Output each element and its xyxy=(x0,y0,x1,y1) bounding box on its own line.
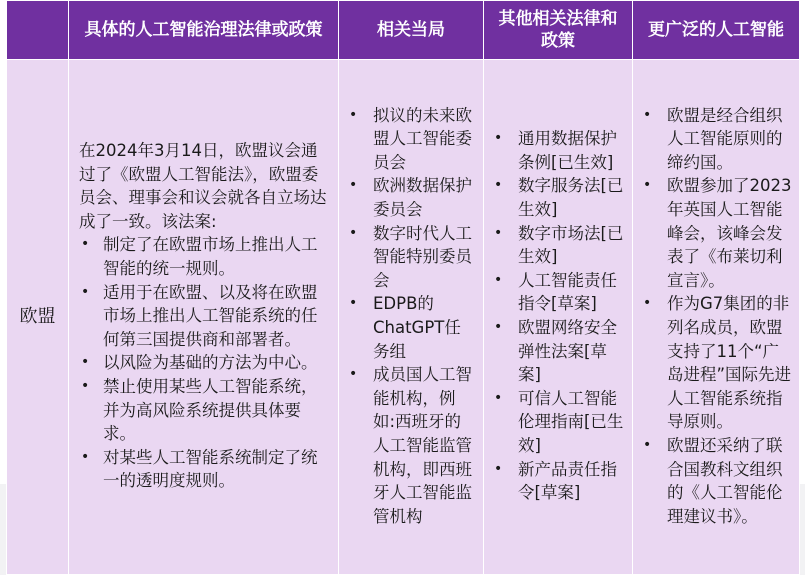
list-item: • 数字时代人工智能特别委员会 xyxy=(349,223,472,290)
eu-ai-act-intro: 在2024年3月14日，欧盟议会通过了《欧盟人工智能法》，欧盟委员会、理事会和议会就各自立场达成了一致。该法案: xyxy=(79,141,327,231)
list-item: • 数字服务法[已生效] xyxy=(494,176,624,220)
bullet-icon: • xyxy=(643,436,652,453)
bullet-icon: • xyxy=(81,377,90,394)
header-row xyxy=(7,1,800,60)
list-item: • 作为G7集团的非列名成员，欧盟支持了11个“广岛进程”国际先进人工智能系统指导原则。 xyxy=(643,294,792,432)
list-item: • 欧盟网络安全弹性法案[草案] xyxy=(494,318,617,385)
broader-ai-cell xyxy=(633,60,800,575)
other-laws-cell xyxy=(484,60,633,575)
list-item: • 禁止使用某些人工智能系统，并为高风险系统提供具体要求。 xyxy=(81,376,318,444)
broader-ai-list xyxy=(641,104,793,529)
list-item: • 数字市场法[已生效] xyxy=(494,223,624,267)
table-row xyxy=(7,60,800,575)
list-item: • 欧盟是经合组织人工智能原则的缔约国。 xyxy=(643,105,783,172)
bullet-icon: • xyxy=(643,295,652,312)
bullet-icon: • xyxy=(349,224,358,241)
list-item: • 以风险为基础的方法为中心。 xyxy=(79,351,330,375)
eu-ai-act-list xyxy=(79,233,330,493)
bullet-icon: • xyxy=(349,295,358,312)
header-authorities: 相关当局 xyxy=(339,1,484,60)
header-region xyxy=(7,1,69,60)
bullet-icon: • xyxy=(81,283,90,300)
bullet-icon: • xyxy=(494,460,503,477)
list-item: • 欧洲数据保护委员会 xyxy=(349,176,472,220)
authorities-list xyxy=(347,104,477,529)
bullet-icon: • xyxy=(81,236,90,253)
header-other-laws: 其他相关法律和政策 xyxy=(484,1,633,60)
list-item: • 欧盟还采纳了联合国教科文组织的《人工智能伦理建议书》。 xyxy=(643,435,783,526)
header-broader-ai: 更广泛的人工智能 xyxy=(633,1,800,60)
list-item: • 新产品责任指令[草案] xyxy=(494,459,617,503)
list-item: • 成员国人工智能机构，例如:西班牙的人工智能监管机构，即西班牙人工智能监管机构 xyxy=(349,365,472,526)
ai-policy-table xyxy=(6,0,800,575)
region-cell: 欧盟 xyxy=(7,60,69,575)
list-item: • 人工智能责任指令[草案] xyxy=(494,270,617,314)
specific-laws-cell xyxy=(69,60,339,575)
bullet-icon: • xyxy=(643,106,652,123)
bullet-icon: • xyxy=(349,177,358,194)
list-item: • 制定了在欧盟市场上推出人工智能的统一规则。 xyxy=(81,235,318,279)
bullet-icon: • xyxy=(494,224,503,241)
list-item: • 通用数据保护条例[已生效] xyxy=(494,129,617,172)
bullet-icon: • xyxy=(81,448,90,465)
other-laws-list xyxy=(492,127,626,505)
bullet-icon: • xyxy=(81,354,90,371)
bullet-icon: • xyxy=(494,177,503,194)
header-specific-laws: 具体的人工智能治理法律或政策 xyxy=(69,1,339,60)
bullet-icon: • xyxy=(643,177,652,194)
bullet-icon: • xyxy=(494,319,503,335)
bullet-icon: • xyxy=(349,366,358,383)
bullet-icon: • xyxy=(349,106,358,123)
bullet-icon: • xyxy=(494,271,503,288)
list-item: • 对某些人工智能系统制定了统一的透明度规则。 xyxy=(81,447,318,491)
authorities-cell xyxy=(339,60,484,575)
list-item: • 适用于在欧盟、以及将在欧盟市场上推出人工智能系统的任何第三国提供商和部署者。 xyxy=(81,282,318,349)
list-item: • 可信人工智能伦理指南[已生效] xyxy=(494,388,624,455)
bullet-icon: • xyxy=(494,130,503,147)
list-item: • 拟议的未来欧盟人工智能委员会 xyxy=(349,105,472,172)
bullet-icon: • xyxy=(494,389,503,406)
list-item: • EDPB的ChatGPT任务组 xyxy=(349,294,461,361)
list-item: • 欧盟参加了2023年英国人工智能峰会，该峰会发表了《布莱切利宣言》。 xyxy=(643,176,792,290)
